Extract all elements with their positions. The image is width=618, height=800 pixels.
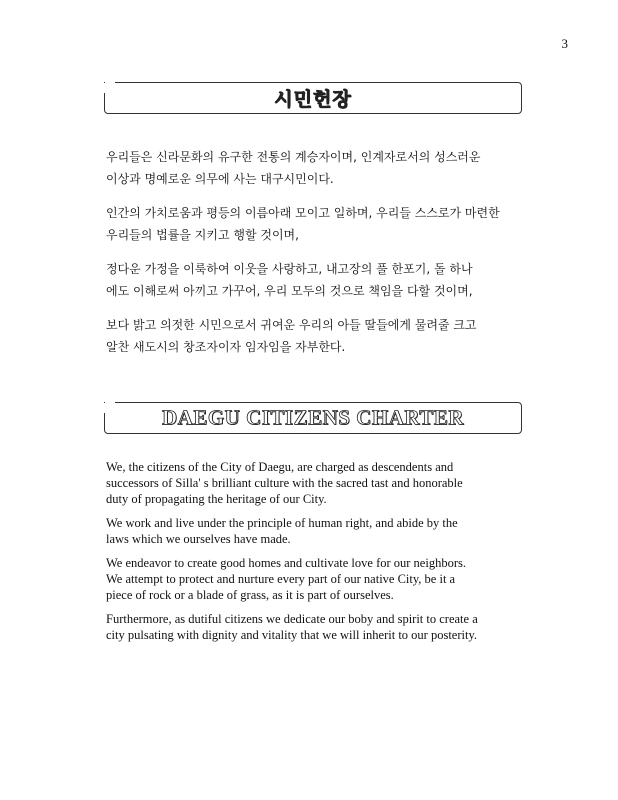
korean-line: 인간의 가치로움과 평등의 이름아래 모이고 일하며, 우리들 스스로가 마련한	[106, 206, 500, 220]
korean-line: 우리들은 신라문화의 유구한 전통의 계승자이며, 인계자로서의 성스러운	[106, 150, 481, 164]
korean-line: 우리들의 법률을 지키고 행할 것이며,	[106, 228, 299, 242]
korean-paragraph-3	[106, 258, 526, 302]
korean-line: 보다 밝고 의젓한 시민으로서 귀여운 우리의 아들 딸들에게 물려줄 크고	[106, 318, 477, 332]
english-line: We attempt to protect and nurture every part of our native City, be it a	[106, 572, 456, 586]
english-paragraph-3	[106, 555, 526, 603]
english-paragraph-2	[106, 515, 526, 547]
english-title-banner	[104, 402, 522, 434]
english-title: DAEGU CITIZENS CHARTER	[162, 405, 464, 430]
english-charter-text	[106, 459, 526, 651]
english-line: We, the citizens of the City of Daegu, are charged as descendents and	[106, 460, 454, 474]
korean-charter-text	[106, 146, 526, 370]
english-line: Furthermore, as dutiful citizens we dedicate our boby and spirit to create a	[106, 612, 478, 626]
english-paragraph-4	[106, 611, 526, 643]
korean-paragraph-4	[106, 314, 526, 358]
english-paragraph-1	[106, 459, 526, 507]
english-line: successors of Silla' s brilliant culture with the sacred tast and honorable	[106, 476, 463, 490]
korean-title: 시민헌장	[274, 88, 352, 111]
page-number: 3	[561, 36, 568, 51]
english-line: We work and live under the principle of human right, and abide by the	[106, 516, 458, 530]
english-line: piece of rock or a blade of grass, as it is part of ourselves.	[106, 588, 394, 602]
english-line: city pulsating with dignity and vitality that we will inherit to our posterity.	[106, 628, 478, 642]
english-line: duty of propagating the heritage of our City.	[106, 492, 327, 506]
korean-paragraph-1	[106, 146, 526, 190]
korean-line: 정다운 가정을 이룩하여 이웃을 사랑하고, 내고장의 풀 한포기, 돌 하나	[106, 262, 473, 276]
korean-title-banner	[104, 82, 522, 114]
english-line: We endeavor to create good homes and cultivate love for our neighbors.	[106, 556, 466, 570]
korean-paragraph-2	[106, 202, 526, 246]
korean-line: 이상과 명예로운 의무에 사는 대구시민이다.	[106, 172, 334, 186]
english-line: laws which we ourselves have made.	[106, 532, 291, 546]
korean-line: 알찬 새도시의 창조자이자 임자임을 자부한다.	[106, 340, 346, 354]
korean-line: 에도 이해로써 아끼고 가꾸어, 우리 모두의 것으로 책임을 다할 것이며,	[106, 284, 473, 298]
